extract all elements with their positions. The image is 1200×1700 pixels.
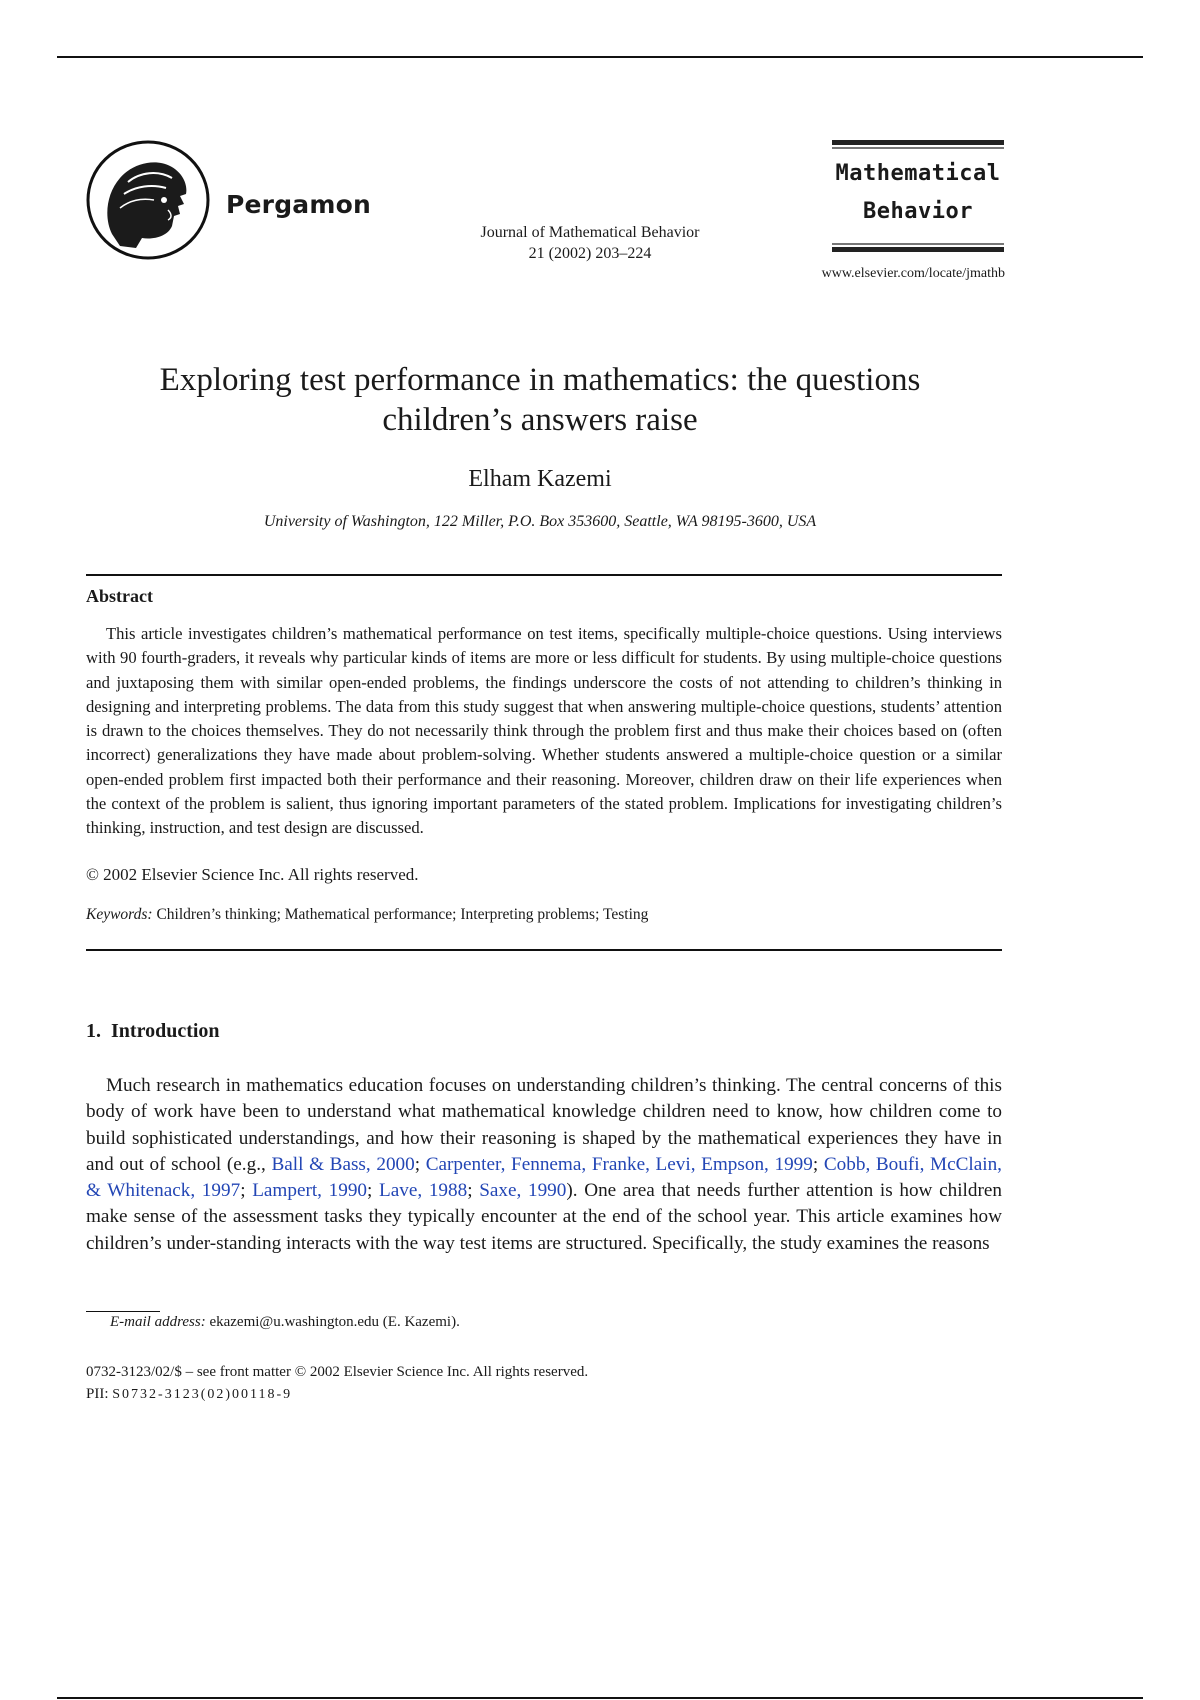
abstract-heading: Abstract (86, 586, 153, 606)
front-matter (86, 1361, 588, 1406)
journal-brand (832, 140, 1004, 252)
journal-name: Journal of Mathematical Behavior (480, 224, 700, 241)
brand-line-2: Behavior (863, 199, 973, 224)
brand-title (832, 149, 1004, 231)
publisher-name: Pergamon (226, 190, 371, 219)
abstract-body: This article investigates children’s mathematical performance on test items, specifically multiple-choice questions. Using interviews with 90 fourth-graders, it reveals why particular kinds of items are more or less difficult for students. By using multiple-choice questions and juxtaposing them with similar open-ended problems, the findings underscore the costs of not attending to children’s thinking in designing and interpreting problems. The data from this study suggest that when answering multiple-choice questions, students’ attention is drawn to the choices themselves. They do not necessarily think through the problem first and thus make their choices based on (often incorrect) generalizations they have made about problem-solving. Whether students answered a multiple-choice question or a similar open-ended problem first impacted both their performance and their reasoning. Moreover, children draw on their life experiences when the context of the problem is salient, thus ignoring important parameters of the stated problem. Implications for investigating children’s thinking, instruction, and test design are discussed. (86, 624, 1002, 838)
keywords-label: Keywords: (86, 906, 153, 923)
pii-line (86, 1383, 588, 1406)
keywords (86, 906, 1002, 924)
citation-link[interactable]: Lave, 1988 (379, 1180, 468, 1202)
article-title (90, 360, 990, 440)
section-title: Introduction (111, 1020, 220, 1042)
issn-line: 0732-3123/02/$ – see front matter © 2002 Elsevier Science Inc. All rights reserved. (86, 1364, 589, 1380)
abstract-bottom-rule (86, 949, 1002, 951)
footnote-rule (86, 1311, 160, 1312)
citation-link[interactable]: Ball & Bass, 2000 (271, 1153, 415, 1175)
pii-code: S0732-3123(02)00118-9 (112, 1387, 293, 1402)
footnote-value: ekazemi@u.washington.edu (E. Kazemi). (209, 1314, 460, 1330)
citation-link[interactable]: Lampert, 1990 (252, 1180, 368, 1202)
bottom-rule (57, 1697, 1143, 1699)
author-affiliation: University of Washington, 122 Miller, P.O. Box 353600, Seattle, WA 98195-3600, USA (263, 513, 817, 530)
top-rule (57, 56, 1143, 58)
brand-line-1: Mathematical (835, 161, 1001, 186)
pii-label: PII: (86, 1386, 109, 1402)
pergamon-logo-icon (84, 138, 212, 262)
citation-link[interactable]: Cobb, Boufi, McClain, & Whitenack, 1997 (86, 1153, 1002, 1202)
keywords-list: Children’s thinking; Mathematical performance; Interpreting problems; Testing (156, 906, 649, 923)
footnote-email (110, 1314, 460, 1331)
citation-separator: ; (367, 1180, 380, 1202)
journal-url[interactable]: www.elsevier.com/locate/jmathb (821, 266, 1005, 281)
citation-link[interactable]: Carpenter, Fennema, Franke, Levi, Empson, 1999 (425, 1153, 813, 1175)
section-heading-introduction (86, 1020, 220, 1043)
introduction-paragraph (86, 1073, 1002, 1257)
citation-separator: ; (812, 1153, 824, 1175)
author-name: Elham Kazemi (468, 466, 612, 492)
title-line-1: Exploring test performance in mathematics: the questions (159, 362, 921, 398)
intro-text-2: ). One area that needs further attention is how children make sense of the assessment tasks they typically encounter at the end of the school year. This article examines how children’s under-standing interacts with the way test items are structured. Specifically, the study examines the reasons (86, 1180, 1002, 1254)
brand-bar-top (832, 140, 1004, 149)
journal-citation (440, 222, 740, 264)
citation-link[interactable]: Saxe, 1990 (479, 1180, 567, 1202)
citation-separator: ; (240, 1180, 253, 1202)
abstract-copyright: © 2002 Elsevier Science Inc. All rights reserved. (86, 865, 419, 884)
section-number: 1. (86, 1020, 101, 1042)
footnote-label: E-mail address: (110, 1314, 206, 1330)
journal-volume: 21 (2002) 203–224 (528, 245, 652, 262)
brand-bar-bottom (832, 243, 1004, 252)
intro-text-1: Much research in mathematics education focuses on understanding children’s thinking. The central concerns of this body of work have been to understand what mathematical knowledge children need to know, how children come to build sophisticated understandings, and how their reasoning is shaped by the mathematical experiences they have in and out of school (e.g., (86, 1075, 1002, 1175)
title-line-2: children’s answers raise (382, 402, 698, 438)
citation-separator: ; (414, 1153, 426, 1175)
citation-separator: ; (467, 1180, 480, 1202)
abstract-top-rule (86, 574, 1002, 576)
